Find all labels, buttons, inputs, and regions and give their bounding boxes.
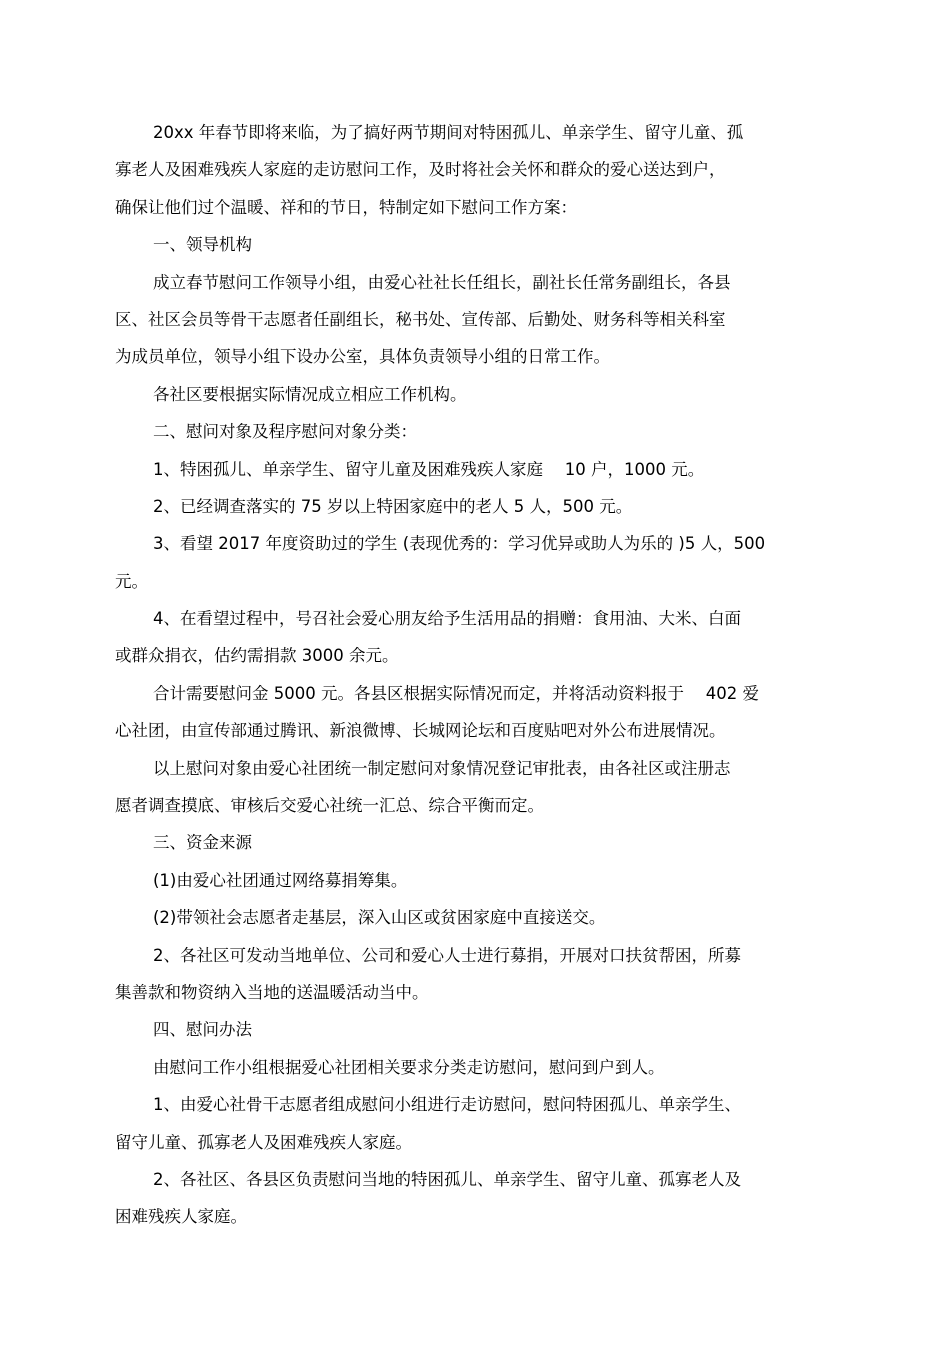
document-line: 二、慰问对象及程序慰问对象分类：	[153, 422, 417, 442]
document-line: 集善款和物资纳入当地的送温暖活动当中。	[115, 982, 429, 1002]
document-line: (1)由爱心社团通过网络募捐筹集。	[153, 870, 408, 890]
document-line: 1、特困孤儿、单亲学生、留守儿童及困难残疾人家庭 10 户，1000 元。	[153, 459, 705, 479]
document-line: 成立春节慰问工作领导小组，由爱心社社长任组长，副社长任常务副组长，各县	[153, 272, 731, 292]
document-line: 愿者调查摸底、审核后交爱心社统一汇总、综合平衡而定。	[115, 796, 544, 816]
document-line: 各社区要根据实际情况成立相应工作机构。	[153, 384, 467, 404]
document-line: 三、资金来源	[153, 833, 252, 853]
document-line: 以上慰问对象由爱心社团统一制定慰问对象情况登记审批表，由各社区或注册志	[153, 758, 731, 778]
document-line: 1、由爱心社骨干志愿者组成慰问小组进行走访慰问，慰问特困孤儿、单亲学生、	[153, 1095, 741, 1115]
document-line: 元。	[115, 571, 148, 591]
document-line: 3、看望 2017 年度资助过的学生 (表现优秀的：学习优异或助人为乐的 )5 人，500	[153, 534, 766, 554]
document-line: 2、各社区可发动当地单位、公司和爱心人士进行募捐，开展对口扶贫帮困，所募	[153, 945, 741, 965]
document-body	[115, 114, 840, 1236]
document-line: (2)带领社会志愿者走基层，深入山区或贫困家庭中直接送交。	[153, 908, 606, 928]
document-line: 由慰问工作小组根据爱心社团相关要求分类走访慰问，慰问到户到人。	[153, 1057, 665, 1077]
document-line: 寡老人及困难残疾人家庭的走访慰问工作，及时将社会关怀和群众的爱心送达到户，	[115, 160, 726, 180]
document-line: 四、慰问办法	[153, 1020, 252, 1040]
document-line: 2、各社区、各县区负责慰问当地的特困孤儿、单亲学生、留守儿童、孤寡老人及	[153, 1169, 741, 1189]
document-line: 确保让他们过个温暖、祥和的节日，特制定如下慰问工作方案：	[115, 197, 577, 217]
document-line: 区、社区会员等骨干志愿者任副组长，秘书处、宣传部、后勤处、财务科等相关科室	[115, 309, 726, 329]
document-line: 一、领导机构	[153, 235, 252, 255]
document-line: 合计需要慰问金 5000 元。各县区根据实际情况而定，并将活动资料报于 402 爱	[153, 683, 759, 703]
document-line: 心社团，由宣传部通过腾讯、新浪微博、长城网论坛和百度贴吧对外公布进展情况。	[115, 721, 726, 741]
document-line: 4、在看望过程中，号召社会爱心朋友给予生活用品的捐赠：食用油、大米、白面	[153, 609, 741, 629]
document-line: 2、已经调查落实的 75 岁以上特困家庭中的老人 5 人，500 元。	[153, 496, 633, 516]
document-line: 留守儿童、孤寡老人及困难残疾人家庭。	[115, 1132, 412, 1152]
document-line: 或群众捐衣，估约需捐款 3000 余元。	[115, 646, 399, 666]
document-line: 困难残疾人家庭。	[115, 1207, 247, 1227]
document-line: 为成员单位，领导小组下设办公室，具体负责领导小组的日常工作。	[115, 347, 610, 367]
document-line: 20xx 年春节即将来临，为了搞好两节期间对特困孤儿、单亲学生、留守儿童、孤	[153, 123, 744, 142]
